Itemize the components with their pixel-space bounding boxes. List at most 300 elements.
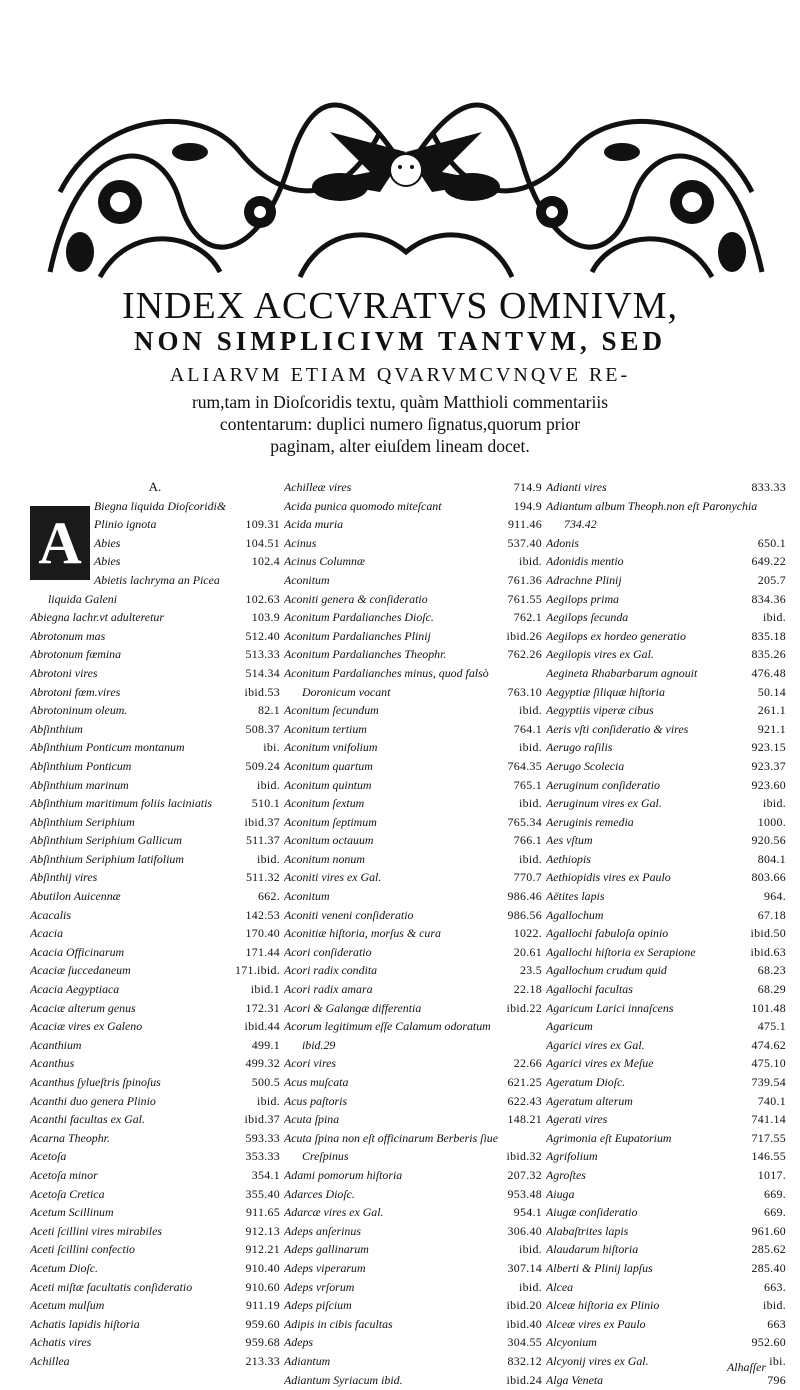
entry-name: Aconitum Pardalianches minus, quod falsò <box>284 665 489 680</box>
entry-name: Aegilops prima <box>546 591 619 606</box>
entry-reference: ibid. <box>763 610 786 625</box>
index-entry <box>546 1054 786 1073</box>
entry-name: Abſinthium Seriphium Gallicum <box>30 833 182 848</box>
index-entry <box>546 1185 786 1204</box>
entry-name: Acacia Officinarum <box>30 944 125 959</box>
index-entry <box>546 1147 786 1166</box>
entry-name: Alcea <box>546 1279 574 1294</box>
entry-reference: ibid. <box>763 796 786 811</box>
index-entry <box>284 552 542 571</box>
entry-name: Alabaſtrites lapis <box>546 1223 629 1238</box>
entry-name: Abſinthium <box>30 721 83 736</box>
entry-name: Abrotoni vires <box>30 665 98 680</box>
index-entry <box>284 1036 542 1055</box>
entry-reference: 68.29 <box>757 982 786 997</box>
index-entry <box>546 1315 786 1334</box>
entry-name: Agallochi fabuloſa opinio <box>546 926 669 941</box>
entry-reference: 512.40 <box>245 628 280 643</box>
index-entry <box>30 1240 280 1259</box>
entry-reference: 832.12 <box>507 1353 542 1368</box>
entry-name: Aceti ſcillini vires mirabiles <box>30 1223 162 1238</box>
entry-name: Alceæ hiſtoria ex Plinio <box>546 1298 660 1313</box>
index-entry <box>30 1092 280 1111</box>
entry-reference: ibid.32 <box>506 1149 542 1164</box>
entry-name: Aegilops ſecunda <box>546 610 629 625</box>
entry-reference: 509.24 <box>245 758 280 773</box>
index-entry <box>546 683 786 702</box>
decorated-initial: A <box>30 506 90 580</box>
index-entry <box>546 664 786 683</box>
entry-reference: ibid. <box>519 1242 542 1257</box>
entry-name: Aconitum Pardalianches Plinij <box>284 628 431 643</box>
index-entry <box>284 478 542 497</box>
entry-name: liquida Galeni <box>48 591 118 606</box>
entry-name: Agrimonia eſt Eupatorium <box>546 1130 672 1145</box>
entry-name: Acanthus ſylueſtris ſpinoſus <box>30 1075 161 1089</box>
entry-reference: ibid.44 <box>244 1019 280 1034</box>
index-entry <box>30 1073 280 1092</box>
entry-name: Ageratum Dioſc. <box>546 1075 626 1089</box>
index-entry <box>546 1092 786 1111</box>
entry-reference: 307.14 <box>507 1260 542 1275</box>
index-entry <box>30 645 280 664</box>
entry-name: Agallochum <box>546 907 604 922</box>
entry-name: Acida muria <box>284 517 344 532</box>
index-entry <box>284 868 542 887</box>
entry-name: Achillea <box>30 1353 70 1368</box>
entry-name: Aconitum quartum <box>284 758 373 773</box>
entry-reference: 508.37 <box>245 721 280 736</box>
entry-name: Doronicum vocant <box>302 684 391 699</box>
entry-reference: 910.60 <box>245 1279 280 1294</box>
entry-name: Abiegna lachr.vt adulteretur <box>30 610 164 625</box>
entry-reference: 964. <box>763 889 786 904</box>
index-entry <box>546 1073 786 1092</box>
entry-reference: 663. <box>763 1279 786 1294</box>
entry-name: Alceæ vires ex Paulo <box>546 1316 646 1331</box>
index-entry <box>546 1259 786 1278</box>
entry-reference: 475.1 <box>757 1019 786 1034</box>
entry-reference: 986.56 <box>507 907 542 922</box>
entry-reference: 304.55 <box>507 1335 542 1350</box>
entry-name: Adeps viperarum <box>284 1260 366 1275</box>
entry-name: Aconitiæ hiſtoria, morſus & cura <box>284 926 441 941</box>
index-entry <box>284 534 542 553</box>
entry-reference: 662. <box>257 889 280 904</box>
entry-name: Aeruginis remedia <box>546 814 634 829</box>
index-entry <box>30 1352 280 1371</box>
entry-name: Aegilopis vires ex Gal. <box>546 647 654 662</box>
index-entry <box>284 664 542 683</box>
entry-name: Adipis in cibis facultas <box>284 1316 393 1331</box>
index-entry <box>546 776 786 795</box>
index-entry <box>546 1017 786 1036</box>
index-entry <box>546 961 786 980</box>
index-entry <box>284 571 542 590</box>
entry-reference: 500.5 <box>251 1075 280 1089</box>
index-entry <box>30 868 280 887</box>
entry-name: Adeps vrſorum <box>284 1279 355 1294</box>
entry-reference: ibid. <box>519 1279 542 1294</box>
entry-name: Agallochum crudum quid <box>546 963 667 978</box>
entry-reference: 1017. <box>757 1167 786 1182</box>
entry-name: Agaricum Larici innaſcens <box>546 1000 674 1015</box>
entry-reference: 205.7 <box>757 572 786 587</box>
entry-name: Aegineta Rhabarbarum agnouit <box>546 665 698 680</box>
index-entry <box>546 1240 786 1259</box>
catchword: Alhaſſer <box>727 1360 766 1374</box>
entry-reference: 986.46 <box>507 889 542 904</box>
entry-name: Acori vires <box>284 1056 337 1071</box>
entry-reference: ibid.20 <box>506 1298 542 1313</box>
index-entry <box>30 627 280 646</box>
index-entry <box>284 1240 542 1259</box>
index-title: INDEX ACCVRATVS OMNIVM, <box>121 285 679 327</box>
entry-name: Aconiti genera & conſideratio <box>284 591 428 606</box>
entry-name: Aconitum ſeptimum <box>284 814 377 829</box>
index-entry <box>284 738 542 757</box>
entry-reference: 511.37 <box>245 833 280 848</box>
entry-reference: 911.46 <box>507 517 542 532</box>
entry-reference: 537.40 <box>507 535 542 550</box>
entry-name: Adiantum album Theoph.non eſt Paronychia <box>546 498 758 513</box>
index-entry <box>284 1203 542 1222</box>
entry-reference: 669. <box>763 1186 786 1201</box>
index-entry <box>284 906 542 925</box>
entry-reference: 22.66 <box>513 1056 542 1071</box>
index-entry <box>546 831 786 850</box>
entry-reference: ibid.63 <box>750 944 786 959</box>
entry-reference: 514.34 <box>245 665 280 680</box>
index-entry <box>546 1296 786 1315</box>
index-entry <box>284 1315 542 1334</box>
entry-name: Adeps <box>284 1335 314 1350</box>
entry-name: Agroſtes <box>546 1167 586 1182</box>
entry-reference: 109.31 <box>245 517 280 532</box>
entry-name: Adami pomorum hiſtoria <box>284 1167 403 1182</box>
entry-name: Adonis <box>546 535 580 550</box>
entry-reference: ibid. <box>519 554 542 569</box>
index-entry <box>30 980 280 999</box>
index-entry <box>30 1333 280 1352</box>
entry-reference: 954.1 <box>513 1205 542 1220</box>
entry-reference: 103.9 <box>251 610 280 625</box>
index-entry <box>546 980 786 999</box>
entry-reference: 355.40 <box>245 1186 280 1201</box>
entry-name: Abſinthium Ponticum montanum <box>30 740 185 755</box>
index-title-line3: ALIARVM ETIAM QVARVMCVNQVE RE- <box>169 364 631 386</box>
entry-reference: 148.21 <box>507 1112 542 1127</box>
entry-reference: 835.26 <box>751 647 786 662</box>
entry-reference: 23.5 <box>519 963 542 978</box>
index-entry <box>546 720 786 739</box>
entry-reference: ibid. <box>257 1093 280 1108</box>
entry-reference: 171.ibid. <box>235 963 280 978</box>
entry-name: Aeruginum vires ex Gal. <box>546 796 662 811</box>
index-entry <box>284 850 542 869</box>
index-entry <box>284 720 542 739</box>
entry-name: Aceti miſtæ facultatis conſideratio <box>30 1279 193 1294</box>
entry-name: Abſinthium maritimum foliis laciniatis <box>30 796 212 811</box>
index-entry <box>284 757 542 776</box>
index-entry <box>30 757 280 776</box>
entry-reference: ibid.50 <box>750 926 786 941</box>
entry-reference: 920.56 <box>751 833 786 848</box>
entry-reference: 953.48 <box>507 1186 542 1201</box>
entry-name: Acuta ſpina <box>284 1112 340 1127</box>
entry-reference: 952.60 <box>751 1335 786 1350</box>
entry-reference: 510.1 <box>251 796 280 811</box>
index-entry <box>546 850 786 869</box>
index-entry <box>546 701 786 720</box>
index-entry <box>30 590 280 609</box>
entry-name: Acanthi facultas ex Gal. <box>30 1112 145 1127</box>
index-entry <box>284 1017 542 1036</box>
entry-name: Adarces Dioſc. <box>284 1186 355 1201</box>
index-entry <box>546 924 786 943</box>
entry-name: Adiantum Syriacum ibid. <box>284 1372 403 1387</box>
index-title-line2: NON SIMPLICIVM TANTVM, SED <box>133 326 667 356</box>
entry-name: ibid.29 <box>302 1037 336 1052</box>
entry-name: Acetum mulſum <box>30 1298 105 1313</box>
index-entry <box>30 1147 280 1166</box>
index-entry <box>284 515 542 534</box>
entry-name: Creſpinus <box>302 1149 349 1164</box>
index-entry <box>30 1185 280 1204</box>
entry-reference: 762.1 <box>513 610 542 625</box>
entry-name: Acanthium <box>30 1037 82 1052</box>
index-entry <box>546 999 786 1018</box>
entry-reference: 511.32 <box>245 870 280 885</box>
entry-reference: 353.33 <box>245 1149 280 1164</box>
index-entry <box>30 943 280 962</box>
entry-reference: 739.54 <box>751 1075 786 1089</box>
index-entry <box>30 608 280 627</box>
entry-reference: 50.14 <box>757 684 786 699</box>
index-entry <box>284 1222 542 1241</box>
entry-name: Abies <box>94 554 121 569</box>
entry-reference: 213.33 <box>245 1353 280 1368</box>
index-entry <box>30 683 280 702</box>
entry-name: Alaudarum hiſtoria <box>546 1242 639 1257</box>
entry-name: Aconitum Pardalianches Dioſc. <box>284 610 434 625</box>
index-entry <box>546 757 786 776</box>
entry-reference: 741.14 <box>751 1112 786 1127</box>
entry-reference: 261.1 <box>757 703 786 718</box>
entry-name: Acacia <box>30 926 64 941</box>
entry-reference: 717.55 <box>751 1130 786 1145</box>
entry-reference: 763.10 <box>507 684 542 699</box>
index-entry <box>30 664 280 683</box>
index-entry <box>30 1222 280 1241</box>
index-entry <box>284 1110 542 1129</box>
entry-reference: 101.48 <box>751 1000 786 1015</box>
entry-name: Adeps piſcium <box>284 1298 352 1313</box>
entry-name: Agarici vires ex Meſue <box>546 1056 654 1071</box>
index-entry <box>284 943 542 962</box>
entry-name: Aceti ſcillini confectio <box>30 1242 135 1257</box>
entry-reference: 622.43 <box>507 1093 542 1108</box>
entry-name: Abies <box>94 535 121 550</box>
entry-name: Aethiopis <box>546 851 591 866</box>
index-entry <box>30 1110 280 1129</box>
entry-name: Adrachne Plinij <box>546 572 622 587</box>
entry-reference: 513.33 <box>245 647 280 662</box>
entry-name: Abietis lachryma an Picea <box>94 572 220 587</box>
index-entry <box>30 1017 280 1036</box>
entry-reference: 142.53 <box>245 907 280 922</box>
entry-name: Agallochi hiſtoria ex Serapione <box>546 944 696 959</box>
index-entry <box>284 683 542 702</box>
index-entry <box>30 831 280 850</box>
entry-name: Aconitum <box>284 889 330 904</box>
entry-reference: 172.31 <box>245 1000 280 1015</box>
entry-name: Acinus Columnæ <box>284 554 365 569</box>
entry-reference: 663 <box>767 1316 786 1331</box>
entry-reference: 476.48 <box>751 665 786 680</box>
entry-reference: 959.68 <box>245 1335 280 1350</box>
entry-name: Acetoſa minor <box>30 1167 98 1182</box>
entry-name: Alcyonij vires ex Gal. <box>546 1353 649 1368</box>
entry-name: Aegyptiæ ſiliquæ hiſtoria <box>546 684 665 699</box>
index-entry <box>30 1315 280 1334</box>
index-entry <box>546 645 786 664</box>
entry-reference: ibi. <box>769 1353 786 1368</box>
entry-reference: ibid. <box>257 851 280 866</box>
entry-reference: ibid.22 <box>506 1000 542 1015</box>
index-entry <box>30 794 280 813</box>
entry-name: Aeris vſti conſideratio & vires <box>546 721 689 736</box>
entry-reference: ibid. <box>519 740 542 755</box>
entry-name: Aconitum ſecundum <box>284 703 379 718</box>
entry-name: Acanthus <box>30 1056 75 1071</box>
index-entry <box>546 478 786 497</box>
entry-reference: ibid.37 <box>244 814 280 829</box>
index-entry <box>284 1166 542 1185</box>
entry-name: Acida punica quomodo miteſcant <box>284 498 442 513</box>
entry-name: Aethiopidis vires ex Paulo <box>546 870 671 885</box>
index-entry <box>284 999 542 1018</box>
entry-reference: 146.55 <box>751 1149 786 1164</box>
entry-reference: 912.13 <box>245 1223 280 1238</box>
index-entry <box>284 627 542 646</box>
index-entry <box>284 1352 542 1371</box>
entry-reference: 207.32 <box>507 1167 542 1182</box>
entry-reference: 761.55 <box>507 591 542 606</box>
entry-reference: 770.7 <box>513 870 542 885</box>
entry-name: Abſinthium Ponticum <box>30 758 132 773</box>
index-entry <box>30 924 280 943</box>
entry-name: Abrotonum mas <box>30 628 106 643</box>
entry-name: Acus muſcata <box>284 1075 349 1089</box>
entry-name: Plinio ignota <box>94 517 157 532</box>
entry-name: Aconiti veneni conſideratio <box>284 907 414 922</box>
entry-name: Abrotoni fœm.vires <box>30 684 121 699</box>
entry-reference: 911.19 <box>245 1298 280 1313</box>
index-entry <box>546 571 786 590</box>
entry-name: Acaciæ ſuccedaneum <box>30 963 131 978</box>
entry-reference: 740.1 <box>757 1093 786 1108</box>
entry-name: Abutilon Auicennæ <box>30 889 121 904</box>
entry-reference: 285.40 <box>751 1260 786 1275</box>
entry-reference: 499.32 <box>245 1056 280 1071</box>
entry-reference: 804.1 <box>757 851 786 866</box>
entry-reference: 764.35 <box>507 758 542 773</box>
index-entry <box>30 1054 280 1073</box>
entry-name: Aconiti vires ex Gal. <box>284 870 382 885</box>
entry-name: Agarici vires ex Gal. <box>546 1037 645 1052</box>
entry-reference: ibi. <box>263 740 280 755</box>
entry-reference: 911.65 <box>245 1205 280 1220</box>
entry-reference: 761.36 <box>507 572 542 587</box>
entry-reference: 474.62 <box>751 1037 786 1052</box>
entry-name: Acetum Dioſc. <box>30 1260 99 1275</box>
entry-name: Agrifolium <box>546 1149 598 1164</box>
entry-reference: 354.1 <box>251 1167 280 1182</box>
index-entry <box>546 1110 786 1129</box>
entry-name: Acorum legitimum eſſe Calamum odoratum <box>284 1019 491 1034</box>
entry-reference: ibid.24 <box>506 1372 542 1387</box>
entry-reference: 762.26 <box>507 647 542 662</box>
entry-name: Acori conſideratio <box>284 944 372 959</box>
entry-reference: 835.18 <box>751 628 786 643</box>
index-entry <box>546 515 786 534</box>
entry-name: Aconitum Pardalianches Theophr. <box>284 647 447 662</box>
entry-reference: 593.33 <box>245 1130 280 1145</box>
entry-reference: 921.1 <box>757 721 786 736</box>
entry-reference: ibid. <box>763 1298 786 1313</box>
index-entry <box>284 1333 542 1352</box>
entry-reference: 170.40 <box>245 926 280 941</box>
index-entry <box>546 497 786 516</box>
index-entry <box>546 738 786 757</box>
entry-name: Adeps anſerinus <box>284 1223 361 1238</box>
entry-reference: ibid.1 <box>250 982 280 997</box>
index-entry <box>284 794 542 813</box>
index-entry <box>546 1129 786 1148</box>
entry-name: Abſinthium Seriphium <box>30 814 135 829</box>
entry-reference: ibid.37 <box>244 1112 280 1127</box>
index-entry <box>30 1203 280 1222</box>
entry-name: Acuta ſpina non eſt officinarum Berberis ſiue <box>284 1130 499 1145</box>
entry-reference: 68.23 <box>757 963 786 978</box>
entry-name: Adeps gallinarum <box>284 1242 369 1257</box>
index-entry <box>284 1073 542 1092</box>
index-entry <box>30 850 280 869</box>
entry-reference: 1000. <box>757 814 786 829</box>
index-entry <box>30 1166 280 1185</box>
index-entry <box>284 645 542 664</box>
entry-name: Aegyptiis viperæ cibus <box>546 703 654 718</box>
entry-name: Acacalis <box>30 907 71 922</box>
entry-name: Achilleæ vires <box>284 480 352 494</box>
index-entry <box>284 887 542 906</box>
entry-name: Aconitum nonum <box>284 851 365 866</box>
entry-reference: 912.21 <box>245 1242 280 1257</box>
entry-name: Agaricum <box>546 1019 593 1034</box>
index-entry <box>546 887 786 906</box>
entry-name: Alcyonium <box>546 1335 597 1350</box>
index-entry <box>546 552 786 571</box>
index-entry <box>30 738 280 757</box>
entry-name: Alga Veneta <box>546 1372 604 1387</box>
entry-reference: 923.37 <box>751 758 786 773</box>
entry-reference: 669. <box>763 1205 786 1220</box>
entry-reference: 499.1 <box>251 1037 280 1052</box>
entry-name: Aiuga <box>546 1186 575 1201</box>
index-entry <box>284 590 542 609</box>
entry-name: Adonidis mentio <box>546 554 624 569</box>
